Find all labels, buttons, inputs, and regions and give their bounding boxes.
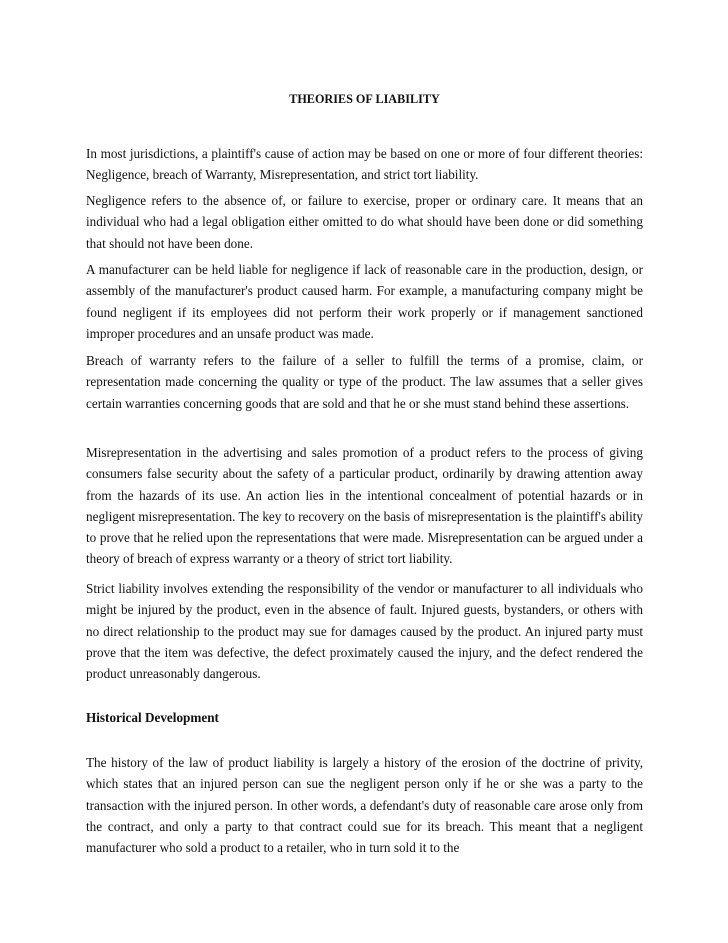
paragraph-strict-liability: Strict liability involves extending the responsibility of the vendor or manufacturer to all individuals who might be injured by the product, even in the absence of fault. Injured guests, bystanders, or others with no direct relationship to the product may sue for damages caused by the product. An injured party must prove that the item was defective, the defect proximately caused the injury, and the defect rendered the product unreasonably dangerous.	[86, 581, 643, 682]
section-heading: Historical Development	[86, 710, 219, 725]
paragraph-breach-of-warranty: Breach of warranty refers to the failure of a seller to fulfill the terms of a promise, claim, or representation made concerning the quality or type of the product. The law assumes that a seller gives certain warranties concerning goods that are sold and that he or she must stand behind these assertions.	[86, 353, 643, 411]
paragraph-manufacturer-negligence: A manufacturer can be held liable for negligence if lack of reasonable care in the production, design, or assembly of the manufacturer's product caused harm. For example, a manufacturing company might be found negligent if its employees did not perform their work properly or if management sanctioned improper procedures and an unsafe product was made.	[86, 262, 643, 341]
paragraph-intro: In most jurisdictions, a plaintiff's cause of action may be based on one or more of four different theories: Negligence, breach of Warranty, Misrepresentation, and strict tort liability.	[86, 146, 643, 183]
paragraph-historical-development: The history of the law of product liability is largely a history of the erosion of the doctrine of privity, which states that an injured person can sue the negligent person only if he or she was a party to the transaction with the injured person. In other words, a defendant's duty of reasonable care arose only from the contract, and only a party to that contract could sue for its breach. This meant that a negligent manufacturer who sold a product to a retailer, who in turn sold it to the	[86, 755, 643, 856]
page-title: THEORIES OF LIABILITY	[289, 92, 440, 106]
paragraph-negligence: Negligence refers to the absence of, or failure to exercise, proper or ordinary care. It means that an individual who had a legal obligation either omitted to do what should have been done or did something that should not have been done.	[86, 193, 643, 251]
paragraph-misrepresentation: Misrepresentation in the advertising and sales promotion of a product refers to the process of giving consumers false security about the safety of a particular product, ordinarily by drawing attention away from the hazards of its use. An action lies in the intentional concealment of potential hazards or in negligent misrepresentation. The key to recovery on the basis of misrepresentation is the plaintiff's ability to prove that he relied upon the representations that were made. Misrepresentation can be argued under a theory of breach of express warranty or a theory of strict tort liability.	[86, 445, 643, 567]
